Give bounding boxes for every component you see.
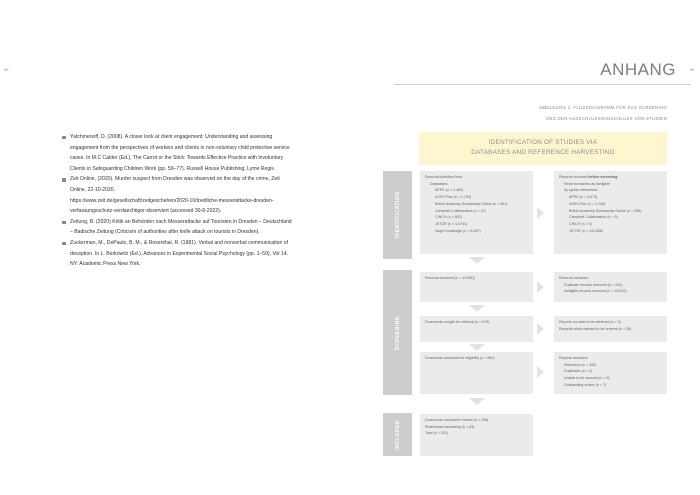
bullet-square bbox=[62, 178, 66, 182]
identified-item: CINCH (n = 802) bbox=[435, 215, 462, 220]
identified-item: British Academy Scholarship Online (n = 561) bbox=[435, 201, 508, 206]
reference-item bbox=[62, 217, 294, 238]
identified-item: APPD (n = 2,462) bbox=[435, 188, 464, 193]
flow-title-line-1: IDENTIFICATION OF STUDIES VIA bbox=[488, 139, 598, 146]
arrow-down-icon bbox=[469, 398, 485, 405]
figure-caption bbox=[500, 102, 667, 124]
arrow-down-icon bbox=[469, 257, 485, 264]
phase-identification bbox=[383, 171, 412, 259]
reports-excluded-box bbox=[554, 352, 667, 394]
phase-included bbox=[383, 413, 412, 456]
removed-item: APPD (n = 4,673) bbox=[569, 195, 598, 200]
reference-item bbox=[62, 132, 294, 174]
reference-list bbox=[62, 132, 294, 270]
removed-item: Campbell Collaboration (n = 5) bbox=[569, 215, 618, 220]
records-identified-title: Records identified from: bbox=[425, 175, 463, 179]
included-item: Total (n = 321) bbox=[425, 431, 449, 436]
documents-included-box bbox=[420, 414, 533, 456]
records-removed-box bbox=[554, 171, 667, 254]
removed-item: JSTOR (n = 131,806) bbox=[569, 228, 604, 233]
removed-item: British Academy Scholarship Online (n = 596) bbox=[569, 208, 642, 213]
documents-assessed-box bbox=[420, 352, 533, 394]
excluded-item: Ineligible records removed (n = 15,610) bbox=[564, 289, 627, 294]
section-heading: ANHANG bbox=[600, 60, 676, 79]
records-identified-box bbox=[420, 171, 533, 254]
excluded-item: Duplicate records removed (n = 232) bbox=[564, 282, 623, 287]
reference-url[interactable]: https://www.zeit.de/gesellschaft/zeitgeschehen/2020-10/toedliche-messerattacke-dresden-verfassungsschutz-verdaechtiger-observiert (accessed 30-8-2022). bbox=[70, 197, 274, 215]
reference-item bbox=[62, 238, 294, 270]
records-removed-subtitle-1: Records marked as ineligible bbox=[564, 181, 611, 186]
identified-item: Sage Knowledge (n = 8,487) bbox=[435, 228, 481, 233]
arrow-right-icon bbox=[537, 281, 544, 293]
included-item: Documents included in review (n = 238) bbox=[425, 418, 489, 422]
identified-item: JSTOR (n = 4,4741) bbox=[435, 221, 468, 226]
not-retrieved-item: Records which needed to be ordered (n = 38) bbox=[559, 326, 632, 331]
reference-text: Zuckerman, M., DePaulo, B. M., & Rosenthal, R. (1981). Verbal and nonverbal communication of deception. In L. Berkowitz (Ed.), Advances in Experimental Social Psychology (pp. 1–59), Vol 14. NY: Academic Press New York. bbox=[70, 239, 289, 268]
page-number-right: 95 bbox=[690, 67, 695, 72]
records-identified-subtitle: Databases: bbox=[430, 181, 449, 186]
page-number-left: 26 bbox=[4, 67, 9, 72]
flow-title-box bbox=[419, 132, 667, 165]
documents-assessed-text: Documents assessed for eligibility (n = 550) bbox=[425, 356, 495, 360]
phase-screening bbox=[383, 270, 412, 395]
reports-excluded-item: Relevance (n = 260) bbox=[564, 362, 597, 367]
records-screened-box bbox=[420, 272, 533, 302]
not-retrieved-box bbox=[554, 316, 667, 342]
included-item: References harvesting (n = 83) bbox=[425, 424, 475, 429]
reports-excluded-item: Unable to be sourced (n = 6) bbox=[564, 376, 610, 381]
reference-text: Yatchmenoff, D. (2008). A closer look at client engagement: Understanding and assessing engagement from the perspectives of workers and clients in non-voluntary child protective service cases. In M.C Calder (Ed.), The Carrot or the Stick: Towards Effective Practice with Involuntary Clients in Safeguarding Children Work (pp. 59–77). Russell House Publishing, Lyme Regis. bbox=[70, 134, 290, 172]
removed-item: ASSS Plus (n = 1,240) bbox=[569, 201, 606, 206]
documents-retrieval-box bbox=[420, 316, 533, 342]
arrow-down-icon bbox=[469, 305, 485, 312]
records-removed-subtitle-2: by syntax refinement: bbox=[564, 188, 599, 193]
arrow-right-icon bbox=[537, 207, 544, 219]
reference-text: Zeitung, B. (2020) Kritik an Behörden nach Messerattacke auf Touristen in Dresden – Deutschland – Badische Zeitung (Criticism of authorities after knife attack on tourists in Dresden). bbox=[70, 218, 292, 236]
bullet-square bbox=[62, 136, 66, 140]
bullet-square bbox=[62, 242, 66, 246]
not-retrieved-item: Reports not able to be retrieved (n = 3) bbox=[559, 320, 621, 324]
reference-text: Zeit Online, (2020). Murder suspect from Dresden was observed on the day of the crime, Zeit Online, 22-10-2020. bbox=[70, 176, 280, 193]
records-excluded-title: Records excluded: bbox=[559, 276, 589, 280]
flow-title-line-2: DATABASES AND REFERENCE HARVESTING bbox=[471, 149, 615, 156]
bullet-square bbox=[62, 221, 66, 225]
records-removed-title: Records removed before screening: bbox=[559, 175, 619, 179]
caption-line-1: ABBILDUNG 1. FLUSSDIAGRAMM FÜR DAS SCREENING bbox=[538, 105, 667, 110]
records-screened-text: Records screened (n = 15,850) bbox=[425, 276, 475, 280]
records-excluded-box bbox=[554, 272, 667, 302]
documents-retrieval-text: Documents sought for retrieval (n = 579) bbox=[425, 320, 490, 324]
arrow-right-icon bbox=[537, 366, 544, 378]
arrow-right-icon bbox=[537, 323, 544, 335]
identified-item: Campbell Collaboration (n = 47) bbox=[435, 208, 486, 213]
heading-rule bbox=[394, 84, 690, 85]
removed-item: CINCH (n = 5) bbox=[569, 221, 592, 226]
phase-label-screening: SCREENING bbox=[394, 315, 401, 350]
arrow-down-icon bbox=[469, 344, 485, 351]
reports-excluded-item: Duplicates (n = 2) bbox=[564, 369, 593, 374]
reports-excluded-title: Reports excluded: bbox=[559, 356, 588, 360]
reports-excluded-item: Outstanding orders (n = 7) bbox=[564, 382, 607, 387]
phase-label-identification: IDENTIFICATION bbox=[394, 191, 401, 239]
caption-line-2: UND DEN AUSSCHLUSS/EINSCHLUSS VON STUDIEN bbox=[545, 116, 667, 121]
identified-item: ASSS Plus (n = 1,753) bbox=[435, 195, 472, 200]
phase-label-included: INCLUDED bbox=[394, 419, 401, 450]
reference-item bbox=[62, 174, 294, 216]
